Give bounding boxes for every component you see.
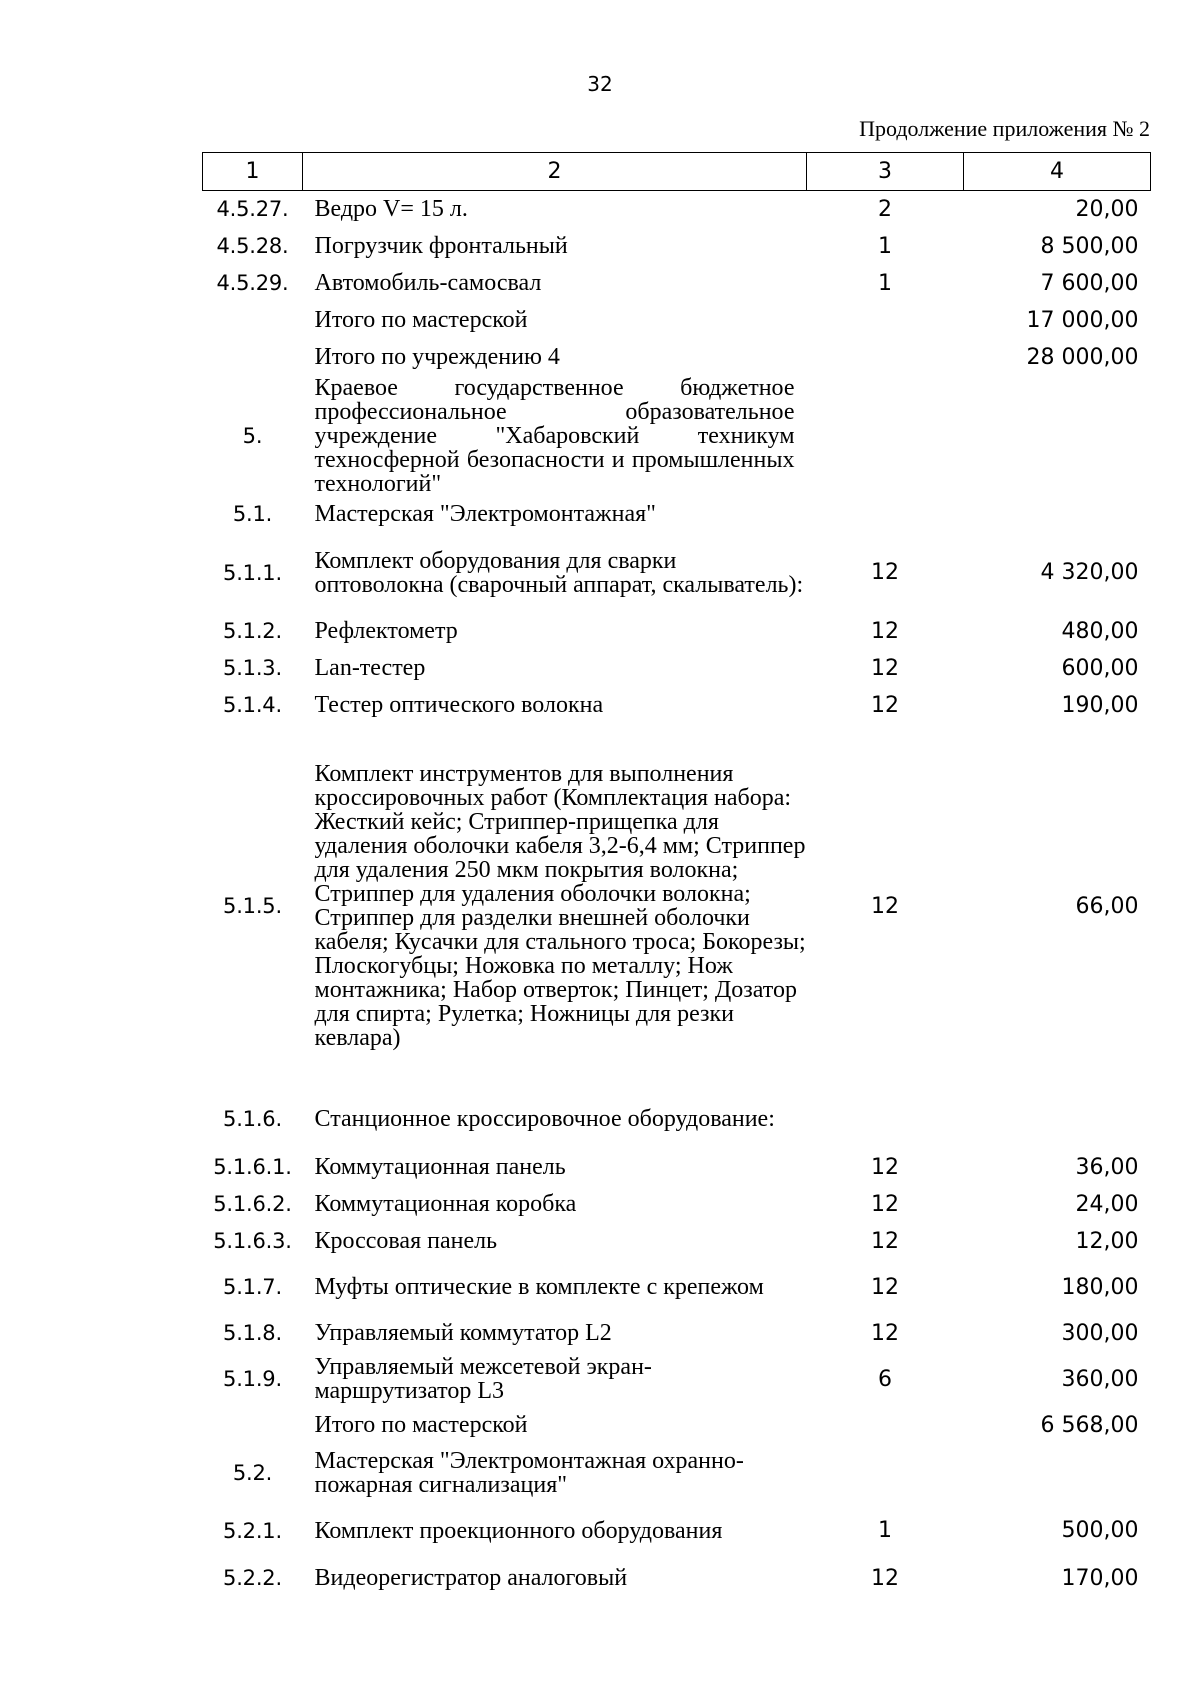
table-row xyxy=(203,650,1151,687)
table-header-row xyxy=(203,153,1151,191)
row-number: 5.1.1. xyxy=(223,560,282,585)
row-amount: 190,00 xyxy=(1061,692,1139,718)
row-amount: 17 000,00 xyxy=(1026,307,1139,333)
row-number: 4.5.27. xyxy=(216,197,289,222)
row-name: Итого по мастерской xyxy=(314,307,528,333)
row-name: Краевое государственное бюджетное профессиональное образовательное учреждение "Хабаровский техникум техносферной безопасности и промышленных технологий" xyxy=(314,374,795,497)
row-name: Итого по учреждению 4 xyxy=(314,344,560,370)
table-row xyxy=(203,1315,1151,1352)
row-name: Ведро V= 15 л. xyxy=(314,196,468,223)
row-number: 5.1.5. xyxy=(223,894,282,918)
row-quantity: 2 xyxy=(878,196,892,222)
row-quantity: 12 xyxy=(871,1154,899,1180)
row-name: Lan-тестер xyxy=(314,655,426,681)
row-number: 5.1.9. xyxy=(223,1367,282,1391)
row-name: Комплект проекционного оборудования xyxy=(314,1517,723,1544)
row-quantity: 12 xyxy=(871,1320,899,1346)
header-col-2: 2 xyxy=(303,153,807,191)
row-number: 5.1.4. xyxy=(223,693,282,717)
row-number: 4.5.28. xyxy=(216,234,289,258)
table-row xyxy=(203,302,1151,339)
row-quantity xyxy=(807,1444,964,1502)
row-name: Тестер оптического волокна xyxy=(314,692,604,718)
row-name: Управляемый межсетевой экран-маршрутизатор L3 xyxy=(314,1354,652,1404)
table-row xyxy=(203,1260,1151,1315)
row-number: 5.1.7. xyxy=(223,1275,282,1299)
row-number: 5.1.6.3. xyxy=(213,1229,292,1253)
header-col-3: 3 xyxy=(807,153,964,191)
row-amount: 480,00 xyxy=(1061,618,1139,644)
row-name: Рефлектометр xyxy=(314,618,458,644)
row-quantity xyxy=(807,376,964,496)
row-number: 5.1.6.1. xyxy=(213,1155,292,1179)
row-name: Коммутационная коробка xyxy=(314,1191,577,1217)
row-quantity: 1 xyxy=(878,1518,892,1543)
header-col-1: 1 xyxy=(203,153,303,191)
row-name: Кроссовая панель xyxy=(314,1228,498,1254)
table-row xyxy=(203,1560,1151,1597)
row-number: 5.2.1. xyxy=(223,1518,282,1543)
table-row xyxy=(203,1089,1151,1149)
row-amount: 7 600,00 xyxy=(1040,270,1139,296)
row-number: 5.1.8. xyxy=(223,1321,282,1345)
row-number xyxy=(203,339,303,376)
row-quantity: 12 xyxy=(871,1228,899,1254)
row-number: 5. xyxy=(242,423,263,448)
row-name: Управляемый коммутатор L2 xyxy=(314,1320,612,1346)
row-name: Мастерская "Электромонтажная охранно-пожарная сигнализация" xyxy=(314,1447,744,1498)
row-quantity: 12 xyxy=(871,893,899,919)
table-row xyxy=(203,613,1151,650)
row-quantity xyxy=(807,1089,964,1149)
row-quantity: 12 xyxy=(871,560,899,585)
row-quantity xyxy=(807,1407,964,1444)
row-name: Комплект инструментов для выполнения кроссировочных работ (Комплектация набора: Жесткий кейс; Стриппер-прищепка для удаления оболочки кабеля 3,2-6,4 мм; Стриппер для удаления 250 мкм покрытия волокна; Стриппер для удаления оболочки волокна; Стриппер для разделки внешней оболочки кабеля; Кусачки для стального троса; Бокорезы; Плоскогубцы; Ножовка по металлу; Нож монтажника; Набор отверток; Пинцет; Дозатор для спирта; Рулетка; Ножницы для резки кевлара) xyxy=(314,761,806,1051)
table-row xyxy=(203,1186,1151,1223)
row-amount: 600,00 xyxy=(1061,655,1139,681)
row-quantity xyxy=(807,496,964,533)
row-amount: 6 568,00 xyxy=(1040,1412,1139,1438)
continuation-note: Продолжение приложения № 2 xyxy=(859,116,1150,141)
row-amount xyxy=(964,376,1151,496)
row-quantity: 6 xyxy=(878,1366,892,1392)
row-quantity: 12 xyxy=(871,692,899,718)
row-quantity: 1 xyxy=(878,270,892,296)
row-number: 5.1.6. xyxy=(223,1106,282,1131)
table-body xyxy=(203,191,1151,1597)
row-quantity xyxy=(807,302,964,339)
table-row xyxy=(203,1502,1151,1560)
row-amount: 28 000,00 xyxy=(1026,344,1139,370)
table-row xyxy=(203,687,1151,724)
row-quantity: 12 xyxy=(871,1191,899,1217)
row-quantity xyxy=(807,339,964,376)
row-name: Автомобиль-самосвал xyxy=(314,270,542,296)
row-name: Коммутационная панель xyxy=(314,1154,566,1180)
table-row xyxy=(203,191,1151,228)
row-quantity: 1 xyxy=(878,233,892,259)
table-row xyxy=(203,1407,1151,1444)
row-name: Видеорегистратор аналоговый xyxy=(314,1565,628,1591)
row-amount xyxy=(964,1444,1151,1502)
row-number: 5.1.6.2. xyxy=(213,1192,292,1216)
row-quantity: 12 xyxy=(871,1565,899,1591)
row-amount xyxy=(964,496,1151,533)
row-number: 5.1. xyxy=(232,502,273,526)
row-amount: 170,00 xyxy=(1061,1565,1139,1591)
row-amount: 24,00 xyxy=(1075,1191,1139,1217)
row-amount: 36,00 xyxy=(1075,1154,1139,1180)
row-amount: 180,00 xyxy=(1061,1274,1139,1300)
row-quantity: 12 xyxy=(871,1274,899,1300)
table-row xyxy=(203,1223,1151,1260)
equipment-table xyxy=(202,152,1151,1597)
page-number: 32 xyxy=(587,72,613,96)
row-name: Станционное кроссировочное оборудование: xyxy=(314,1105,775,1132)
table-row xyxy=(203,228,1151,265)
row-number xyxy=(203,1407,303,1444)
row-amount: 12,00 xyxy=(1075,1228,1139,1254)
row-name: Муфты оптические в комплекте с крепежом xyxy=(314,1274,764,1300)
row-name: Погрузчик фронтальный xyxy=(314,233,568,259)
table-row xyxy=(203,1444,1151,1502)
row-quantity: 12 xyxy=(871,655,899,681)
row-number: 5.1.2. xyxy=(223,619,282,643)
row-quantity: 12 xyxy=(871,618,899,644)
row-number: 5.2.2. xyxy=(223,1566,282,1590)
table-row xyxy=(203,265,1151,302)
table-row xyxy=(203,339,1151,376)
row-number: 5.2. xyxy=(232,1460,273,1485)
row-name: Мастерская "Электромонтажная" xyxy=(314,501,656,527)
row-amount: 300,00 xyxy=(1061,1320,1139,1346)
row-amount: 66,00 xyxy=(1075,893,1139,919)
row-amount: 500,00 xyxy=(1061,1518,1139,1543)
table-row xyxy=(203,376,1151,496)
header-col-4: 4 xyxy=(964,153,1151,191)
row-amount: 360,00 xyxy=(1061,1366,1139,1392)
table-row xyxy=(203,1352,1151,1407)
table-row xyxy=(203,724,1151,1089)
row-amount: 8 500,00 xyxy=(1040,233,1139,259)
row-number xyxy=(203,302,303,339)
row-name: Комплект оборудования для сварки оптоволокна (сварочный аппарат, скалыватель): xyxy=(314,547,804,598)
table-row xyxy=(203,1149,1151,1186)
row-number: 5.1.3. xyxy=(223,656,282,680)
row-amount: 4 320,00 xyxy=(1040,560,1139,585)
table-row xyxy=(203,496,1151,533)
row-name: Итого по мастерской xyxy=(314,1412,528,1438)
row-amount: 20,00 xyxy=(1075,196,1139,222)
row-amount xyxy=(964,1089,1151,1149)
row-number: 4.5.29. xyxy=(216,271,289,295)
table-row xyxy=(203,533,1151,613)
